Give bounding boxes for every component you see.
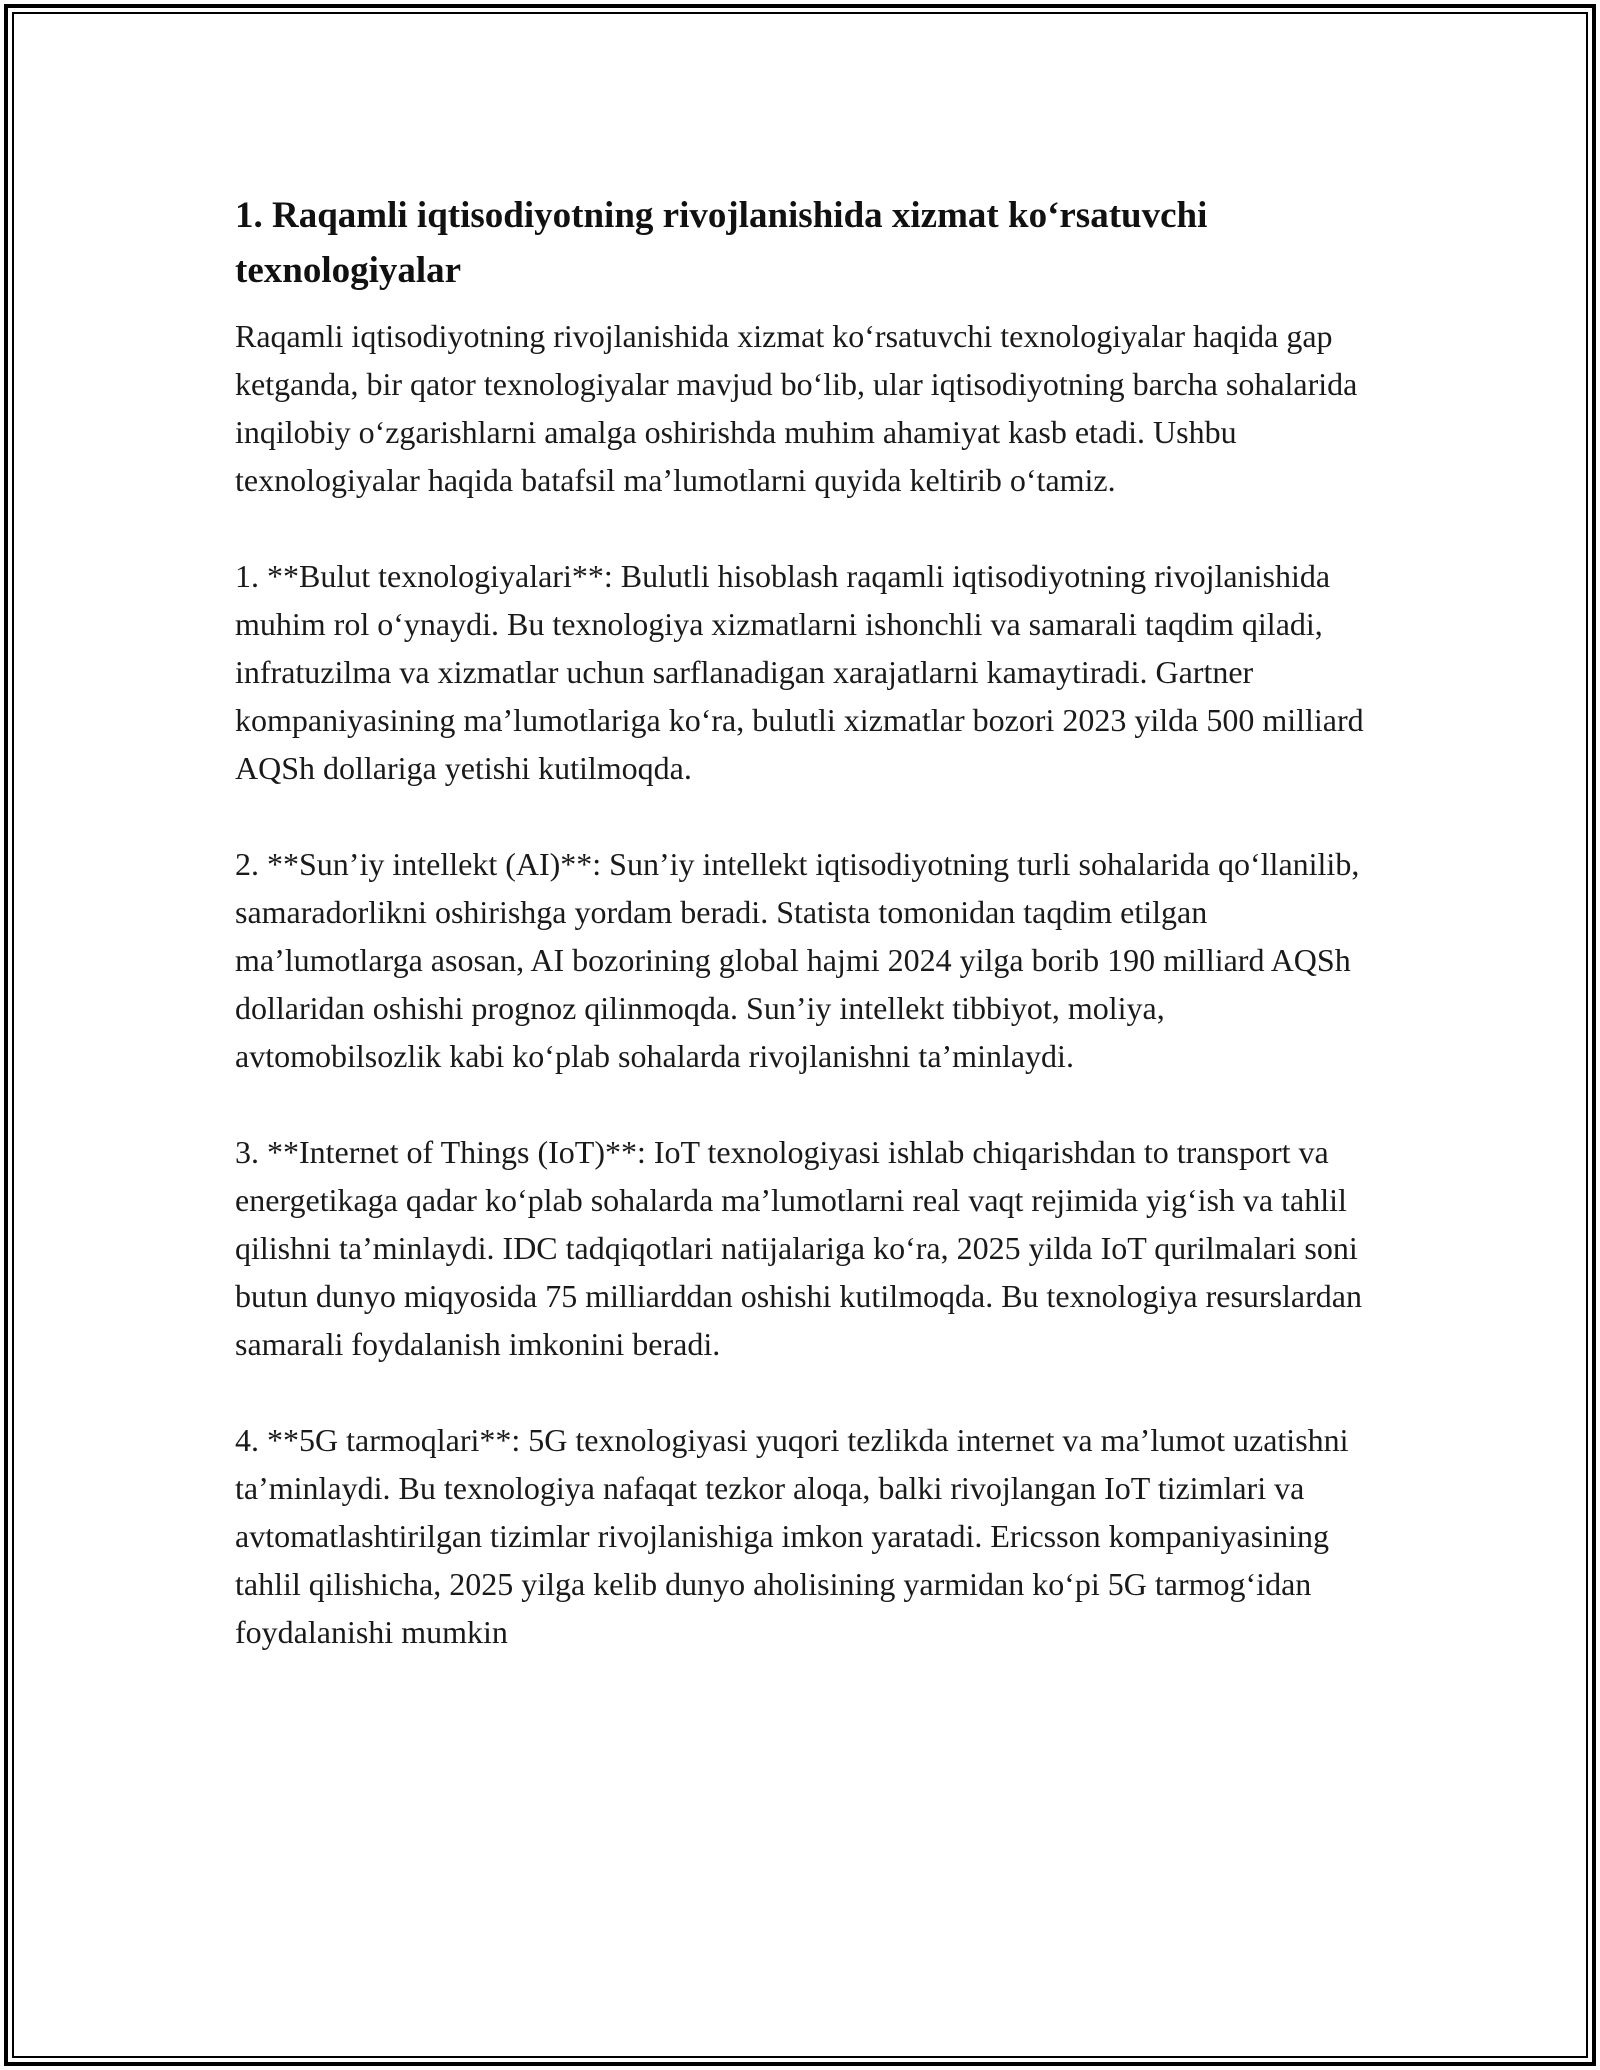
paragraph-5g-networks: 4. **5G tarmoqlari**: 5G texnologiyasi yuqori tezlikda internet va ma’lumot uzatishni ta’minlaydi. Bu texnologiya nafaqat tezkor aloqa, balki rivojlangan IoT tizimlari va avtomatlashtirilgan tizimlar rivojlanishiga imkon yaratadi. Ericsson kompaniyasining tahlil qilishicha, 2025 yilga kelib dunyo aholisining yarmidan ko‘pi 5G tarmog‘idan foydalanishi mumkin [235, 1422, 1349, 1650]
paragraph-internet-of-things: 3. **Internet of Things (IoT)**: IoT texnologiyasi ishlab chiqarishdan to transport va energetikaga qadar ko‘plab sohalarda ma’lumotlarni real vaqt rejimida yig‘ish va tahlil qilishni ta’minlaydi. IDC tadqiqotlari natijalariga ko‘ra, 2025 yilda IoT qurilmalari soni butun dunyo miqyosida 75 milliarddan oshishi kutilmoqda. Bu texnologiya resurslardan samarali foydalanish imkonini beradi. [235, 1134, 1362, 1362]
paragraph-artificial-intelligence: 2. **Sun’iy intellekt (AI)**: Sun’iy intellekt iqtisodiyotning turli sohalarida qo‘llanilib, samaradorlikni oshirishga yordam beradi. Statista tomonidan taqdim etilgan ma’lumotlarga asosan, AI bozorining global hajmi 2024 yilga borib 190 milliard AQSh dollaridan oshishi prognoz qilinmoqda. Sun’iy intellekt tibbiyot, moliya, avtomobilsozlik kabi ko‘plab sohalarda rivojlanishni ta’minlaydi. [235, 846, 1360, 1074]
section-heading: 1. Raqamli iqtisodiyotning rivojlanishida xizmat ko‘rsatuvchi texnologiyalar [235, 195, 1208, 291]
document-body [235, 188, 1370, 1656]
intro-paragraph: Raqamli iqtisodiyotning rivojlanishida xizmat ko‘rsatuvchi texnologiyalar haqida gap ketganda, bir qator texnologiyalar mavjud bo‘lib, ular iqtisodiyotning barcha sohalarida inqilobiy o‘zgarishlarni amalga oshirishda muhim ahamiyat kasb etadi. Ushbu texnologiyalar haqida batafsil ma’lumotlarni quyida keltirib o‘tamiz. [235, 318, 1358, 498]
paragraph-cloud-technologies: 1. **Bulut texnologiyalari**: Bulutli hisoblash raqamli iqtisodiyotning rivojlanishida muhim rol o‘ynaydi. Bu texnologiya xizmatlarni ishonchli va samarali taqdim qiladi, infratuzilma va xizmatlar uchun sarflanadigan xarajatlarni kamaytiradi. Gartner kompaniyasining ma’lumotlariga ko‘ra, bulutli xizmatlar bozori 2023 yilda 500 milliard AQSh dollariga yetishi kutilmoqda. [235, 558, 1364, 786]
